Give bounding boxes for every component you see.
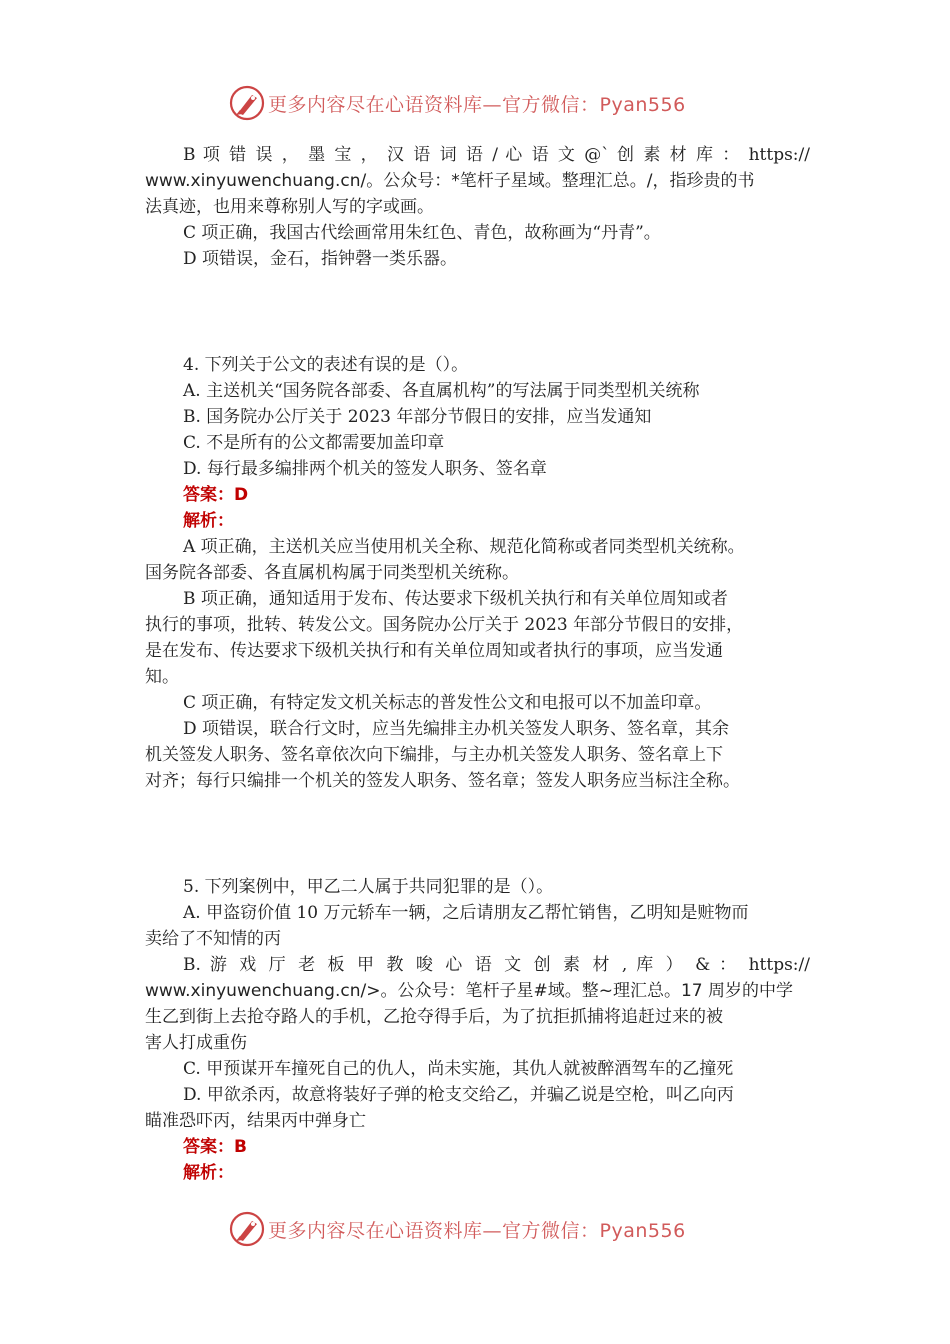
banner-text: 更多内容尽在心语资料库—官方微信：Pyan556 [268, 94, 686, 116]
pen-nib-logo-icon [228, 1210, 266, 1248]
header-banner [0, 82, 950, 126]
option-d-explanation: D 项错误，金石，指钟磬一类乐器。 [183, 249, 458, 269]
q4-analysis-b-cont3: 知。 [145, 667, 179, 687]
document-body [145, 142, 810, 1186]
q4-analysis-a-cont: 国务院各部委、各直属机构属于同类型机关统称。 [145, 563, 519, 583]
q4-analysis-b: B 项正确，通知适用于发布、传达要求下级机关执行和有关单位周知或者 [183, 589, 728, 609]
q5-option-b: B. 游 戏 厅 老 板 甲 教 唆 心 语 文 创 素 材 , 库 ） & ： https:// [183, 955, 810, 975]
q4-analysis-d-cont2: 对齐；每行只编排一个机关的签发人职务、签名章；签发人职务应当标注全称。 [145, 771, 740, 791]
option-b-explanation-cont: www.xinyuwenchuang.cn/。公众号：*笔杆子星域。整理汇总。/，指珍贵的书 [145, 171, 755, 191]
question-5: 5. 下列案例中，甲乙二人属于共同犯罪的是（）。 [183, 877, 554, 897]
q5-option-d: D. 甲欲杀丙，故意将装好子弹的枪支交给乙，并骗乙说是空枪，叫乙向丙 [183, 1085, 734, 1105]
q5-analysis-label: 解析： [183, 1163, 234, 1183]
q5-option-b-cont1: www.xinyuwenchuang.cn/>。公众号：笔杆子星#域。整~理汇总。17 周岁的中学 [145, 981, 793, 1001]
q4-analysis-c: C 项正确，有特定发文机关标志的普发性公文和电报可以不加盖印章。 [183, 693, 712, 713]
q4-option-a: A. 主送机关“国务院各部委、各直属机构”的写法属于同类型机关统称 [183, 381, 700, 401]
q4-analysis-d-cont1: 机关签发人职务、签名章依次向下编排，与主办机关签发人职务、签名章上下 [145, 745, 723, 765]
q4-analysis-d: D 项错误，联合行文时，应当先编排主办机关签发人职务、签名章，其余 [183, 719, 730, 739]
q4-answer: 答案：D [183, 485, 249, 505]
q4-analysis-label: 解析： [183, 511, 234, 531]
q4-option-b: B. 国务院办公厅关于 2023 年部分节假日的安排，应当发通知 [183, 407, 652, 427]
q4-analysis-a: A 项正确，主送机关应当使用机关全称、规范化简称或者同类型机关统称。 [183, 537, 745, 557]
q4-option-c: C. 不是所有的公文都需要加盖印章 [183, 433, 445, 453]
option-c-explanation: C 项正确，我国古代绘画常用朱红色、青色，故称画为“丹青”。 [183, 223, 661, 243]
q5-option-a-cont: 卖给了不知情的丙 [145, 929, 281, 949]
option-b-explanation: B 项 错 误 ， 墨 宝 ， 汉 语 词 语 / 心 语 文 @` 创 素 材 库 ： https:// [183, 145, 810, 165]
q4-option-d: D. 每行最多编排两个机关的签发人职务、签名章 [183, 459, 547, 479]
q5-answer: 答案：B [183, 1137, 247, 1157]
pen-nib-logo-icon [228, 84, 266, 122]
question-4: 4. 下列关于公文的表述有误的是（）。 [183, 355, 469, 375]
footer-banner [0, 1208, 950, 1252]
banner-text: 更多内容尽在心语资料库—官方微信：Pyan556 [268, 1220, 686, 1242]
q5-option-d-cont: 瞄准恐吓丙，结果丙中弹身亡 [145, 1111, 366, 1131]
q4-analysis-b-cont2: 是在发布、传达要求下级机关执行和有关单位周知或者执行的事项，应当发通 [145, 641, 723, 661]
q5-option-c: C. 甲预谋开车撞死自己的仇人，尚未实施，其仇人就被醉酒驾车的乙撞死 [183, 1059, 734, 1079]
q5-option-b-cont3: 害人打成重伤 [145, 1033, 247, 1053]
q5-option-b-cont2: 生乙到街上去抢夺路人的手机，乙抢夺得手后，为了抗拒抓捕将追赶过来的被 [145, 1007, 723, 1027]
q5-option-a: A. 甲盗窃价值 10 万元轿车一辆，之后请朋友乙帮忙销售，乙明知是赃物而 [183, 903, 749, 923]
q4-analysis-b-cont1: 执行的事项，批转、转发公文。国务院办公厅关于 2023 年部分节假日的安排， [145, 615, 744, 635]
option-b-explanation-end: 法真迹，也用来尊称别人写的字或画。 [145, 197, 434, 217]
